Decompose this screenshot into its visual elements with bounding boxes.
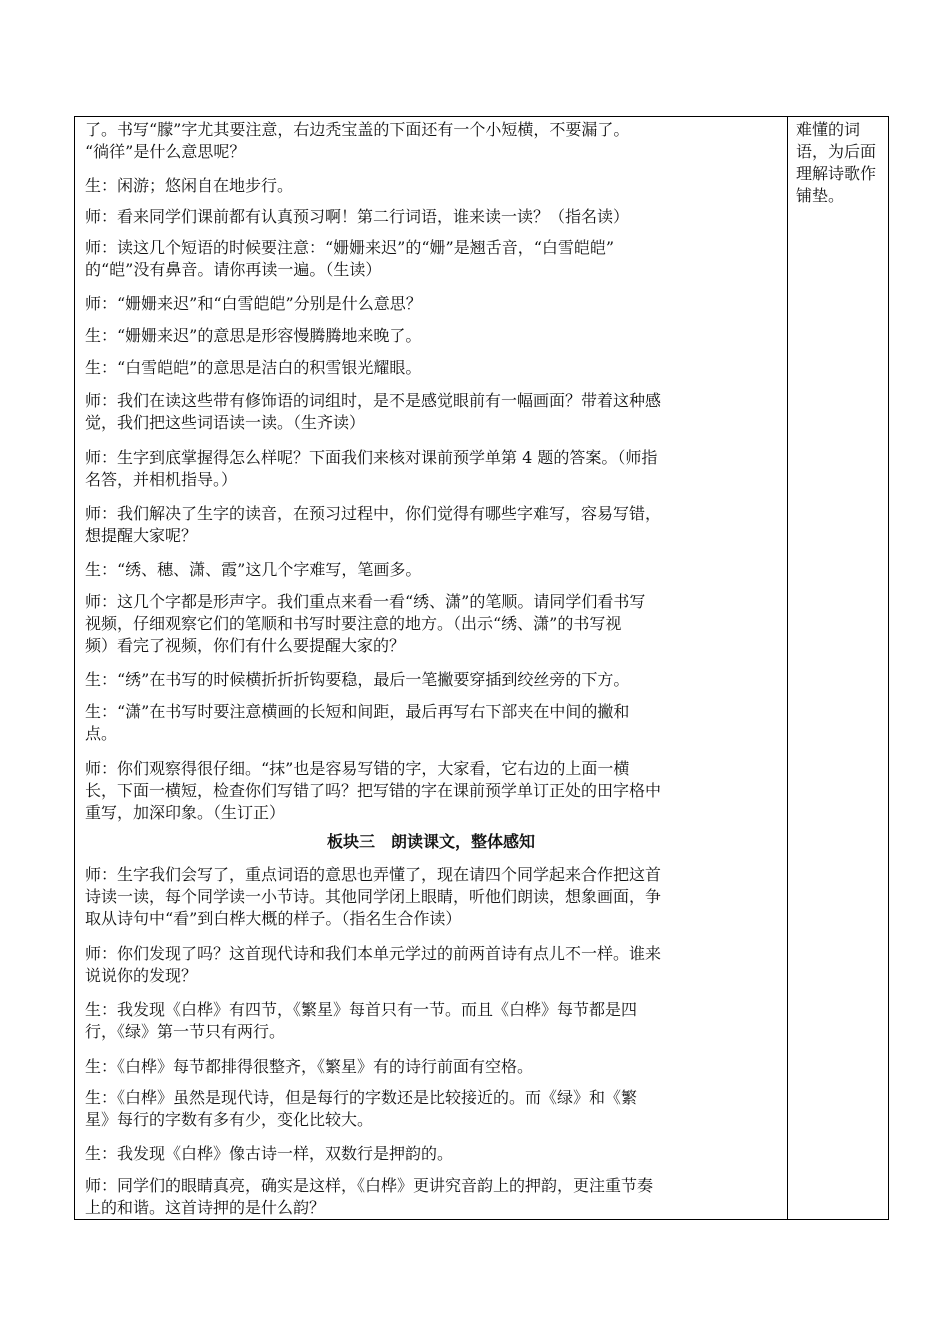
paragraph-1: 了。书写“朦”字尤其要注意，右边秃宝盖的下面还有一个小短横，不要漏了。 “徜徉”是什么意思呢？: [85, 120, 630, 161]
paragraph-20: 生：《白桦》虽然是现代诗，但是每行的字数还是比较接近的。而《绿》和《繁 星》每行的字数有多有少，变化比较大。: [85, 1088, 638, 1129]
paragraph-19: 生：《白桦》每节都排得很整齐，《繁星》有的诗行前面有空格。: [85, 1057, 534, 1076]
paragraph-3: 师：看来同学们课前都有认真预习啊！第二行词语，谁来读一读？（指名读）: [85, 207, 630, 226]
paragraph-21: 生：我发现《白桦》像古诗一样，双数行是押韵的。: [85, 1144, 454, 1163]
paragraph-22: 师：同学们的眼睛真亮，确实是这样，《白桦》更讲究音韵上的押韵，更注重节奏 上的和谐。这首诗押的是什么韵？: [85, 1176, 654, 1217]
teaching-process-column: [75, 117, 787, 1219]
paragraph-12: 师：这几个字都是形声字。我们重点来看一看“绣、潇”的笔顺。请同学们看书写 视频，仔细观察它们的笔顺和书写时要注意的地方。（出示“绣、潇”的书写视 频）看完了视频，你们有什么要提醒大家的？: [85, 592, 646, 655]
paragraph-4: 师：读这几个短语的时候要注意：“姗姗来迟”的“姗”是翘舌音，“白雪皑皑” 的“皑”没有鼻音。请你再读一遍。（生读）: [85, 238, 615, 279]
paragraph-15: 师：你们观察得很仔细。“抹”也是容易写错的字，大家看，它右边的上面一横 长，下面一横短，检查你们写错了吗？把写错的字在课前预学单订正处的田字格中 重写，加深印象。（生订正）: [85, 759, 662, 822]
design-intent-note: 难懂的词语，为后面理解诗歌作铺垫。: [796, 120, 877, 205]
paragraph-17: 师：你们发现了吗？这首现代诗和我们本单元学过的前两首诗有点儿不一样。谁来 说说你的发现？: [85, 944, 662, 985]
paragraph-14: 生：“潇”在书写时要注意横画的长短和间距，最后再写右下部夹在中间的撇和 点。: [85, 702, 630, 743]
paragraph-13: 生：“绣”在书写的时候横折折折钩要稳，最后一笔撇要穿插到绞丝旁的下方。: [85, 670, 630, 689]
paragraph-8: 师：我们在读这些带有修饰语的词组时，是不是感觉眼前有一幅画面？带着这种感 觉，我们把这些词语读一读。（生齐读）: [85, 391, 662, 432]
paragraph-7: 生：“白雪皑皑”的意思是洁白的积雪银光耀眼。: [85, 358, 422, 377]
paragraph-16: 师：生字我们会写了，重点词语的意思也弄懂了，现在请四个同学起来合作把这首 诗读一读，每个同学读一小节诗。其他同学闭上眼睛，听他们朗读，想象画面，争 取从诗句中“看”到白桦大概的样子。（指名生合作读）: [85, 865, 662, 928]
paragraph-2: 生：闲游；悠闲自在地步行。: [85, 176, 294, 195]
paragraph-6: 生：“姗姗来迟”的意思是形容慢腾腾地来晚了。: [85, 326, 422, 345]
paragraph-9: 师：生字到底掌握得怎么样呢？下面我们来核对课前预学单第 4 题的答案。（师指 名答，并相机指导。）: [85, 448, 658, 489]
column-divider: [787, 117, 788, 1219]
lesson-plan-table: [74, 116, 889, 1220]
section-heading: 板块三 朗读课文，整体感知: [326, 832, 535, 851]
paragraph-10: 师：我们解决了生字的读音，在预习过程中，你们觉得有哪些字难写，容易写错， 想提醒大家呢？: [85, 504, 662, 545]
paragraph-18: 生：我发现《白桦》有四节，《繁星》每首只有一节。而且《白桦》每节都是四 行，《绿》第一节只有两行。: [85, 1000, 638, 1041]
paragraph-5: 师：“姗姗来迟”和“白雪皑皑”分别是什么意思？: [85, 294, 422, 313]
paragraph-11: 生：“绣、穗、潇、霞”这几个字难写，笔画多。: [85, 560, 422, 579]
